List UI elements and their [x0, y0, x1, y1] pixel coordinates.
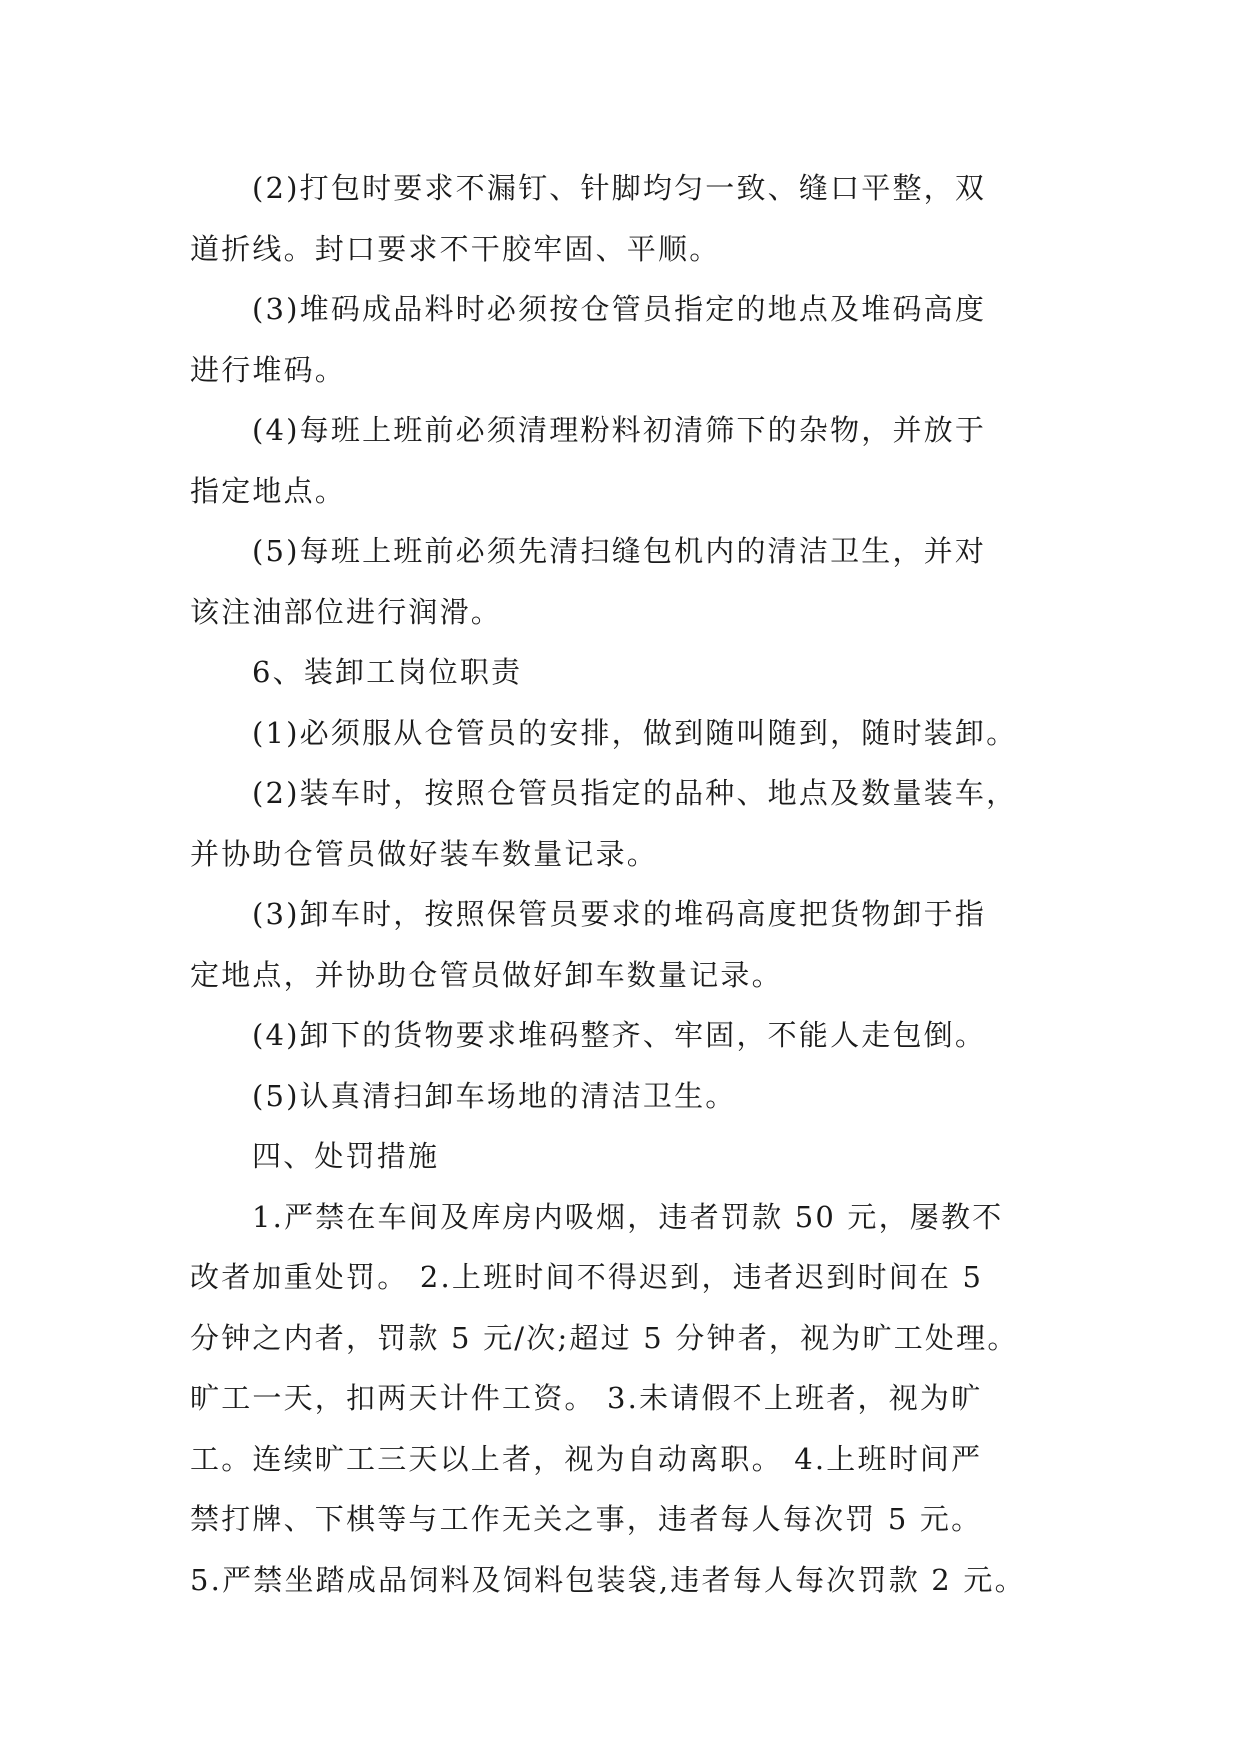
- text-line: 1.严禁在车间及库房内吸烟，违者罚款 50 元，屡教不: [252, 1199, 1004, 1234]
- text-line: 禁打牌、下棋等与工作无关之事，违者每人每次罚 5 元。: [190, 1502, 983, 1536]
- text-line: (3)堆码成品料时必须按仓管员指定的地点及堆码高度: [252, 292, 987, 326]
- text-line: 道折线。封口要求不干胶牢固、平顺。: [190, 231, 721, 266]
- text-line: 该注油部位进行润滑。: [190, 594, 503, 629]
- text-line: 并协助仓管员做好装车数量记录。: [190, 836, 659, 871]
- text-line: 定地点，并协助仓管员做好卸车数量记录。: [190, 957, 783, 992]
- section-heading: 四、处罚措施: [252, 1139, 440, 1173]
- text-line: 进行堆码。: [190, 352, 347, 387]
- text-line: 旷工一天，扣两天计件工资。 3.未请假不上班者，视为旷: [190, 1381, 983, 1415]
- text-line: (1)必须服从仓管员的安排，做到随叫随到，随时装卸。: [252, 715, 1018, 750]
- text-line: 5.严禁坐踏成品饲料及饲料包装袋,违者每人每次罚款 2 元。: [190, 1562, 1026, 1597]
- document-body: [190, 158, 1070, 1610]
- text-line: (4)卸下的货物要求堆码整齐、牢固，不能人走包倒。: [252, 1018, 987, 1052]
- text-line: 指定地点。: [190, 473, 347, 508]
- text-line: (2)装车时，按照仓管员指定的品种、地点及数量装车，: [252, 776, 1018, 810]
- text-line: (5)认真清扫卸车场地的清洁卫生。: [252, 1078, 737, 1113]
- text-line: (4)每班上班前必须清理粉料初清筛下的杂物，并放于: [252, 413, 987, 447]
- section-heading: 6、装卸工岗位职责: [252, 655, 523, 689]
- text-line: (2)打包时要求不漏钉、针脚均匀一致、缝口平整，双: [252, 171, 987, 205]
- text-line: 分钟之内者，罚款 5 元/次;超过 5 分钟者，视为旷工处理。: [190, 1320, 1019, 1355]
- text-line: 改者加重处罚。 2.上班时间不得迟到，违者迟到时间在 5: [190, 1260, 984, 1294]
- text-line: (3)卸车时，按照保管员要求的堆码高度把货物卸于指: [252, 897, 987, 931]
- text-line: 工。连续旷工三天以上者，视为自动离职。 4.上班时间严: [190, 1441, 983, 1476]
- text-line: (5)每班上班前必须先清扫缝包机内的清洁卫生，并对: [252, 534, 987, 568]
